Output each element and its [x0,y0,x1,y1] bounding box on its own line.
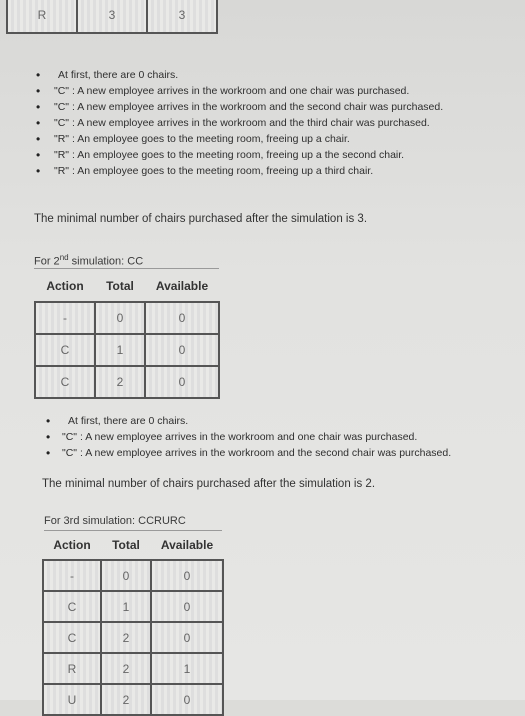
table-cell: C [43,622,101,653]
section2-table [34,270,220,399]
section2-result: The minimal number of chairs purchased after the simulation is 2. [42,478,376,490]
section3-table [42,530,224,716]
section2-bullet-list [46,413,451,461]
section1-bullet-list [36,67,443,179]
table-cell: 0 [151,622,223,653]
table-cell: 3 [147,0,217,33]
table-cell: 0 [151,560,223,591]
section3-caption: For 3rd simulation: CCRURC [44,515,186,527]
column-header-total: Total [106,278,134,293]
table-cell: 0 [151,684,223,715]
table-row [35,334,219,366]
table-cell: 2 [101,653,151,684]
table-row [7,0,217,33]
caption-suffix: simulation: CC [68,255,144,268]
table-cell: - [35,302,95,334]
table-cell: R [43,653,101,684]
table-cell: 0 [145,366,219,398]
table-cell: 0 [145,302,219,334]
column-header-available: Available [160,537,214,552]
table-row [43,622,223,653]
table-cell: R [7,0,77,33]
column-header-available: Available [155,278,209,293]
table-header-row [35,270,219,302]
column-header-total: Total [112,537,140,552]
table-row [43,653,223,684]
list-item: • At first, there are 0 chairs. [36,67,443,83]
caption-underline [34,268,219,269]
table-cell: 2 [101,684,151,715]
list-item: • "R" : An employee goes to the meeting room, freeing up a the second chair. [36,147,443,163]
table-cell: 0 [145,334,219,366]
table-cell: 1 [95,334,145,366]
list-item: • "R" : An employee goes to the meeting room, freeing up a chair. [36,131,443,147]
list-item: • "C" : A new employee arrives in the workroom and the second chair was purchased. [36,99,443,115]
table-row [35,302,219,334]
table-cell: C [35,366,95,398]
caption-superscript: nd [59,253,69,262]
table-header-row [43,530,223,560]
caption-prefix: For 2 [34,255,60,268]
list-item: • "C" : A new employee arrives in the workroom and the third chair was purchased. [36,115,443,131]
table-row [43,560,223,591]
list-item: • "C" : A new employee arrives in the workroom and one chair was purchased. [46,429,451,445]
table-cell: C [35,334,95,366]
list-item: • "R" : An employee goes to the meeting room, freeing up a third chair. [36,163,443,179]
list-item: • "C" : A new employee arrives in the workroom and the second chair was purchased. [46,445,451,461]
table-cell: 0 [101,560,151,591]
table-cell: 0 [151,591,223,622]
table-row [43,591,223,622]
table-cell: 2 [95,366,145,398]
section2-caption [34,253,143,268]
table-cell: 0 [95,302,145,334]
section1-result: The minimal number of chairs purchased after the simulation is 3. [34,213,368,225]
table-cell: U [43,684,101,715]
table-cell: 1 [151,653,223,684]
top-table [6,0,218,34]
table-cell: C [43,591,101,622]
table-cell: 1 [101,591,151,622]
list-item: • At first, there are 0 chairs. [46,413,451,429]
column-header-action: Action [53,537,91,552]
table-row [35,366,219,398]
column-header-action: Action [46,278,84,293]
table-cell: - [43,560,101,591]
table-cell: 3 [77,0,147,33]
table-cell: 2 [101,622,151,653]
list-item: • "C" : A new employee arrives in the workroom and one chair was purchased. [36,83,443,99]
